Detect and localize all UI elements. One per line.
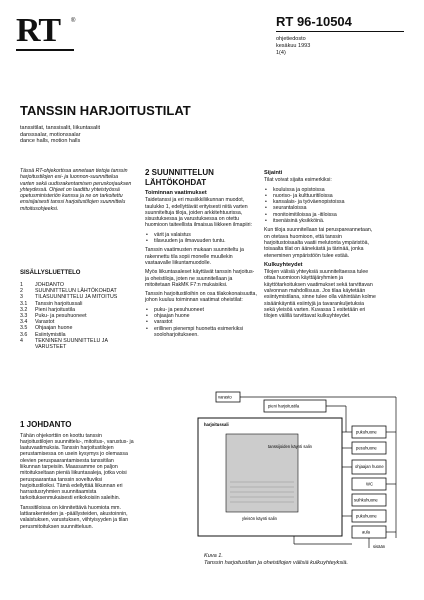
list-item: • varastot — [145, 319, 257, 325]
room-label: yleisön käynti salin — [242, 516, 277, 521]
logo-underline — [16, 49, 74, 51]
meta-line: ohjetiedosto — [276, 36, 306, 42]
toc-number: 3 — [20, 294, 23, 301]
paragraph: Tanssin harjoitustiloihin on osa tilakokonaisuutta, johon kuuluu toiminnan vaatimat oheistilat: — [145, 291, 257, 304]
paragraph: Tähän ohjekorttiin on koottu tanssin harjoitustilojen suunnittelu-, mitoitus-, varustus- ja laatuvaatimuksia. Tanssin harjoitustilojen perustamisessa on usein kysymys jo olemassa olevien peruspaarantamisesta tanssitilan liikunnan tarpeisiin. Maassamme on paljon mitoitukseltaan pieniä liikuntasaleja, jotka voisi peruspaarantaa tanssin soveltuviksi harjoitustiloiksi. Tämä edellyttää liikunnan eri harrastusryhmien suunnitaamista tarkoituksenmukaisesti erikokoisiin saleihin. — [20, 432, 134, 502]
list-item: • puku- ja pesuhuoneet — [145, 307, 257, 313]
keyword-line: dansssalar, motionssalar — [20, 131, 81, 138]
toc-label: Puku- ja pesuhuoneet — [35, 313, 87, 320]
toc-number: 4 — [20, 337, 23, 344]
toc-label: JOHDANTO — [35, 282, 65, 288]
toc-label: Tanssin harjoitussali — [35, 300, 83, 307]
abstract: Tässä RT-ohjekortissa annetaan tietoja tanssin harjoitustilojen esi- ja luonnon-suunnittelua varten sekä uudisrakentamisen peruskorjauksen yhteydessä. Ohjeet on laadittu yhteistyössä opetusministeriön kanssa ja ne on tarkoitettu ensisijaisesti tanssi harjoitustilojen suunnittelu mitoitusohjeeksi. — [20, 168, 132, 212]
room-label: harjoitussali — [204, 422, 229, 427]
list-item: • kansalais- ja työväenopistoissa — [264, 199, 376, 205]
document-meta — [276, 36, 310, 57]
list-item: • värit ja valaistus — [145, 232, 257, 238]
figure-caption — [204, 553, 404, 567]
toc-number: 3.4 — [20, 319, 28, 326]
toc-label: Esiintymistila — [35, 331, 66, 338]
toc-number: 3.6 — [20, 331, 28, 338]
section-2 — [145, 168, 257, 341]
toc-label: SUUNNITTELUN LÄHTÖKOHDAT — [35, 288, 117, 295]
toc-label: Pieni harjoitustila — [35, 306, 76, 313]
bullet-list — [145, 232, 257, 245]
room-label: pukuhuone — [356, 429, 377, 435]
toc-title: SISÄLLYSLUETTELO — [20, 270, 81, 276]
section-heading: 1 JOHDANTO — [20, 420, 72, 429]
keyword-line: dance halls, motion halls — [20, 138, 81, 144]
room-label: suihkuhuone — [354, 497, 378, 503]
list-item: • itsenäisinä yksikköinä. — [264, 218, 376, 224]
document-number: RT 96-10504 — [276, 14, 352, 29]
subheading: Toiminnan vaatimukset — [145, 190, 207, 196]
meta-line: 1(4) — [276, 50, 286, 56]
figure-caption-text: Tanssin harjoitustilan ja oheistilojen välisiä kulkuyhteyksiä. — [204, 559, 349, 566]
header-rule — [276, 31, 404, 32]
paragraph: Tilat voivat sijaita esimerkiksi: — [264, 177, 332, 184]
page-title: TANSSIN HARJOITUSTILAT — [20, 103, 191, 118]
toc-label: Varastot — [35, 319, 55, 326]
bullet-list — [264, 187, 376, 225]
room-label: WC — [366, 481, 373, 487]
list-item: • tilavuuden ja ilmavuuden tuntu. — [145, 238, 257, 244]
rt-logo — [16, 14, 76, 48]
list-item: • monitoimitiloissa ja -itiloissa — [264, 212, 376, 218]
paragraph: Tilojen välisiä yhteyksiä suunniteltaessa tulee ottaa huomioon käyttäjäryhmien ja käyttötarkoituksen vaatimukset sekä tarvittavan valvonnan mahdollisuus. Jos tilaa käytetään esiintymistilana, sinne tulee olla vähintään kolme sisäänkäyntiä esiintyjä ja tavarankuljetuksia sekä yleisöä varten. Kuvassa 1 esitetään eri tilojen välillä tarvittavat kulkuyhteydet. — [264, 269, 376, 320]
keyword-line: tanssitilat, tanssisalit, liikuntasalit — [20, 125, 101, 131]
paragraph: Taidetanssi ja eri musiikkiliikunnan muodot, taulukko 1, edellyttävät erityisesti niitä varten suunniteltuja tiloja, joiden arkkitehtuurissa, sisustuksessa ja varustuksessa on otettu huomioon taiteellista ilmaisua liikkeen ilmapiiri: — [145, 197, 252, 229]
room-label: aula — [362, 529, 370, 535]
figure-number: Kuva 1. — [204, 553, 223, 559]
toc-number: 3.5 — [20, 325, 28, 332]
section-3 — [264, 168, 376, 323]
room-label: ohjaajan huone — [355, 464, 384, 469]
toc-number: 3.3 — [20, 313, 28, 320]
toc-number: 3.2 — [20, 306, 28, 313]
subheading: Sijainti — [264, 170, 283, 176]
paragraph: Tanssin vaatimusten mukaan suunniteltu ja rakennettu tila sopii monelle muullekin vastaavalle liikuntamuodolle. — [145, 247, 244, 266]
room-label: pesuhuone — [356, 445, 377, 451]
list-item: • erillinen pienempi huonetta esimerkiksi sooloharjoitukseen. — [145, 326, 257, 339]
list-item: • nuoriso- ja kulttuuritiloissa — [264, 193, 376, 199]
section-heading: 2 SUUNNITTELUN LÄHTÖKOHDAT — [145, 168, 214, 187]
toc-label: TILASUUNNITTELU JA MITOITUS — [35, 294, 118, 301]
toc-item — [20, 338, 135, 350]
list-item: • seurantaloissa — [264, 205, 376, 211]
subheading: Kulkuyhteydet — [264, 261, 303, 268]
meta-line: kesäkuu 1993 — [276, 43, 311, 49]
bullet-list — [145, 307, 257, 338]
registered-mark: ® — [71, 18, 76, 24]
floor-plan-diagram — [196, 386, 408, 550]
room-label: pieni harjoitustila — [268, 403, 300, 409]
list-item: • kouluissa ja opistoissa — [264, 187, 376, 193]
keywords — [20, 125, 100, 145]
room-label: pukuhuone — [356, 513, 377, 519]
toc-number: 3.1 — [20, 300, 28, 307]
room-label: varasto — [218, 394, 232, 400]
paragraph: Kun tiloja suunnitellaan tai peruspareannetaan, on otetava huomioon, että tanssin harjoitustoisaalta vaatii melutonta ympäristöä, toisaalta tilat on äänekästä ja tärinää, jonka eteneminen ympäristöön tulee estää. — [264, 227, 373, 259]
room-label: tanssijoiden käynti salin — [268, 444, 312, 449]
toc-label: TEKNINEN SUUNNITTELU JA VARUSTEET — [35, 337, 108, 351]
toc-label: Ohjaajan huone — [35, 325, 73, 332]
toc-number: 1 — [20, 282, 23, 288]
toc-number: 2 — [20, 288, 23, 295]
list-item: • ohjaajan huone — [145, 313, 257, 319]
room-label: sisään — [373, 544, 386, 549]
table-of-contents — [20, 282, 135, 350]
intro-section — [20, 420, 135, 533]
paragraph: Tanssitiloissa on kiinnitettävä huomiota mm. lattiarakenteiden ja -päällysteiden, akustoinnin, valaistuksen, varustuksen, viihtyisyyden ja tilan perusmitoituksen suunnitteluun. — [20, 504, 129, 530]
logo-text: RT — [16, 12, 61, 49]
paragraph: Myös liikuntasaleset käyttävät tanssin harjoitus- ja oheistiloja, joten ne suunnitellaan ja mitoitetaan RakMK F7:n mukaisiksi. — [145, 269, 255, 288]
